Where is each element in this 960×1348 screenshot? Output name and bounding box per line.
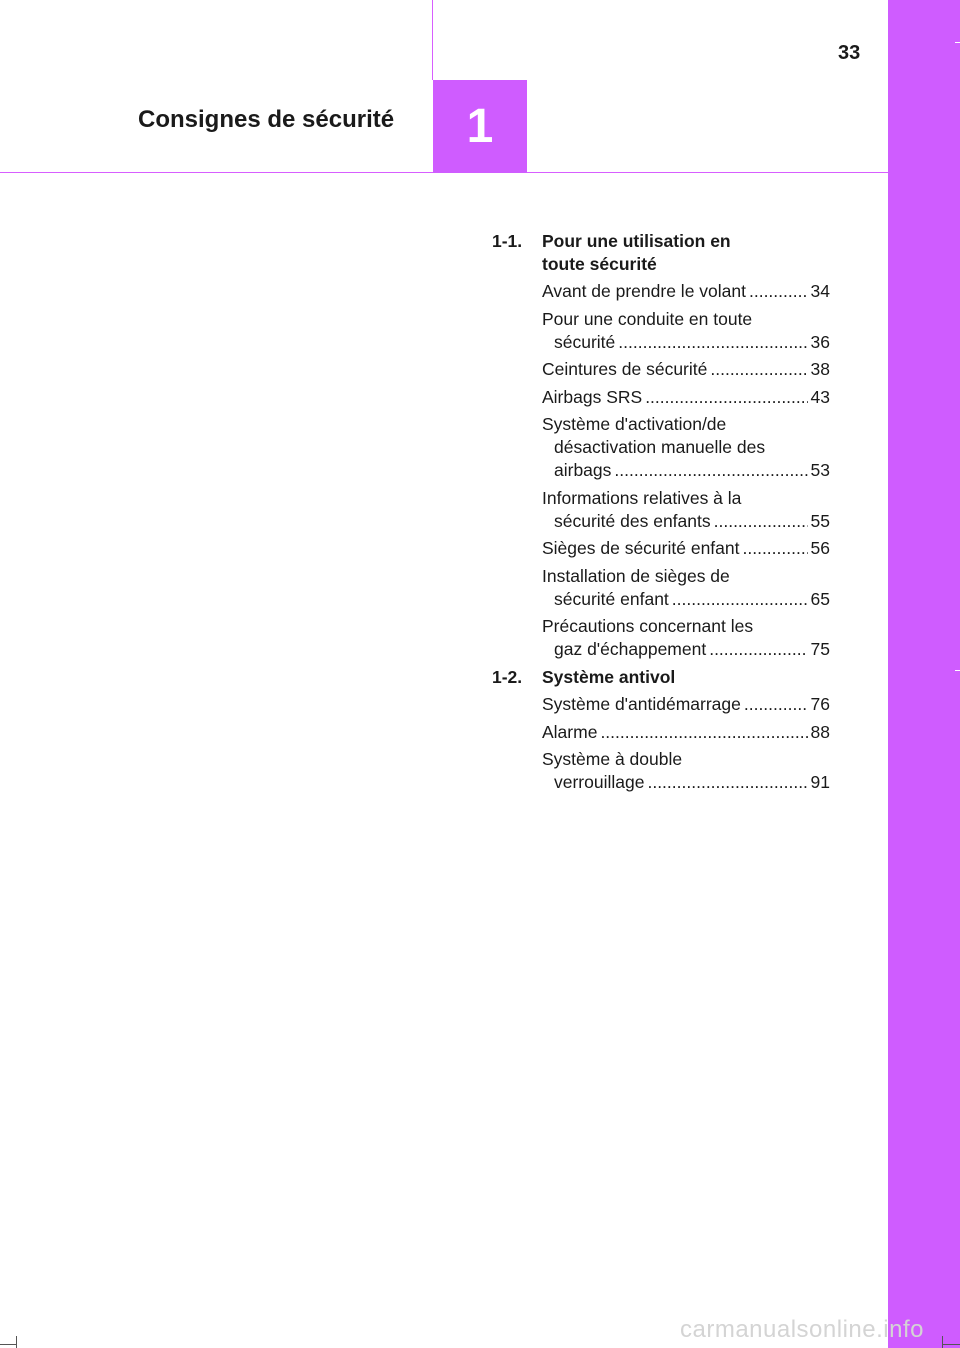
toc-section bbox=[492, 230, 830, 661]
entry-text: sécurité bbox=[554, 331, 616, 352]
toc-entry[interactable] bbox=[542, 487, 830, 533]
entry-text: Système d'antidémarrage bbox=[542, 694, 741, 714]
section-title-line: Système antivol bbox=[542, 667, 676, 687]
entry-text: désactivation manuelle des bbox=[554, 437, 766, 457]
dot-leader bbox=[710, 358, 807, 381]
entry-page-number: 91 bbox=[810, 772, 830, 792]
watermark: carmanualsonline.info bbox=[680, 1316, 924, 1343]
dot-leader bbox=[647, 771, 807, 794]
dot-leader bbox=[614, 459, 807, 482]
entry-text: Airbags SRS bbox=[542, 386, 643, 407]
dot-leader bbox=[672, 588, 808, 611]
toc-entry[interactable] bbox=[542, 721, 830, 744]
dot-leader bbox=[749, 280, 808, 303]
chapter-number-box bbox=[433, 80, 527, 173]
entry-text: Installation de sièges de bbox=[542, 565, 730, 586]
table-of-contents bbox=[492, 230, 830, 799]
toc-entry[interactable] bbox=[542, 308, 830, 354]
entry-page-number: 56 bbox=[810, 538, 830, 558]
section-title[interactable] bbox=[542, 230, 830, 276]
section-title-line: toute sécurité bbox=[542, 254, 657, 274]
section-number: 1-2. bbox=[492, 667, 523, 687]
entry-page-number: 65 bbox=[810, 588, 830, 609]
chapter-side-tab bbox=[888, 0, 960, 1348]
entry-text: Pour une conduite en toute bbox=[542, 308, 753, 329]
crop-mark bbox=[16, 1336, 17, 1348]
entry-text: Informations relatives à la bbox=[542, 487, 742, 508]
entry-text: Système d'activation/de bbox=[542, 414, 727, 434]
entry-text: gaz d'échappement bbox=[554, 639, 707, 659]
crop-mark bbox=[942, 1344, 960, 1345]
entry-page-number: 53 bbox=[810, 460, 830, 480]
toc-entry[interactable] bbox=[542, 386, 830, 409]
toc-section bbox=[492, 666, 830, 794]
dot-leader bbox=[743, 537, 808, 560]
entry-page-number: 36 bbox=[810, 331, 830, 352]
toc-entry[interactable] bbox=[542, 693, 830, 716]
dot-leader bbox=[714, 510, 808, 533]
entry-text: Sièges de sécurité enfant bbox=[542, 538, 740, 558]
toc-entry[interactable] bbox=[542, 413, 830, 482]
entry-page-number: 34 bbox=[810, 281, 830, 301]
header-divider-vertical bbox=[432, 0, 433, 80]
entry-page-number: 76 bbox=[810, 694, 830, 714]
section-title[interactable] bbox=[542, 666, 830, 689]
dot-leader bbox=[744, 693, 808, 716]
dot-leader bbox=[600, 721, 807, 744]
section-number: 1-1. bbox=[492, 231, 523, 251]
toc-entry[interactable] bbox=[542, 280, 830, 303]
entry-text: Ceintures de sécurité bbox=[542, 359, 708, 379]
entry-text: Précautions concernant les bbox=[542, 616, 754, 636]
section-title-line: Pour une utilisation en bbox=[542, 231, 731, 251]
entry-text: verrouillage bbox=[554, 772, 645, 792]
toc-entry[interactable] bbox=[542, 565, 830, 611]
dot-leader bbox=[709, 638, 807, 661]
toc-entry[interactable] bbox=[542, 358, 830, 381]
side-tick bbox=[955, 42, 960, 43]
toc-entry[interactable] bbox=[542, 748, 830, 794]
chapter-number: 1 bbox=[466, 100, 494, 153]
chapter-title: Consignes de sécurité bbox=[138, 106, 395, 133]
entry-page-number: 55 bbox=[810, 510, 830, 531]
entry-page-number: 75 bbox=[810, 639, 830, 659]
entry-text: Alarme bbox=[542, 721, 598, 742]
entry-page-number: 43 bbox=[810, 386, 830, 407]
entry-text: airbags bbox=[554, 460, 612, 480]
crop-mark bbox=[942, 1336, 943, 1348]
toc-entry[interactable] bbox=[542, 615, 830, 661]
dot-leader bbox=[645, 386, 807, 409]
entry-page-number: 38 bbox=[810, 359, 830, 379]
entry-text: Avant de prendre le volant bbox=[542, 281, 746, 301]
entry-text: sécurité des enfants bbox=[554, 510, 711, 531]
entry-text: Système à double bbox=[542, 749, 683, 769]
toc-entry[interactable] bbox=[542, 537, 830, 560]
dot-leader bbox=[618, 331, 807, 354]
entry-page-number: 88 bbox=[810, 721, 830, 742]
page-number: 33 bbox=[838, 42, 861, 64]
entry-text: sécurité enfant bbox=[554, 588, 669, 609]
side-tick bbox=[955, 670, 960, 671]
crop-mark bbox=[0, 1344, 16, 1345]
